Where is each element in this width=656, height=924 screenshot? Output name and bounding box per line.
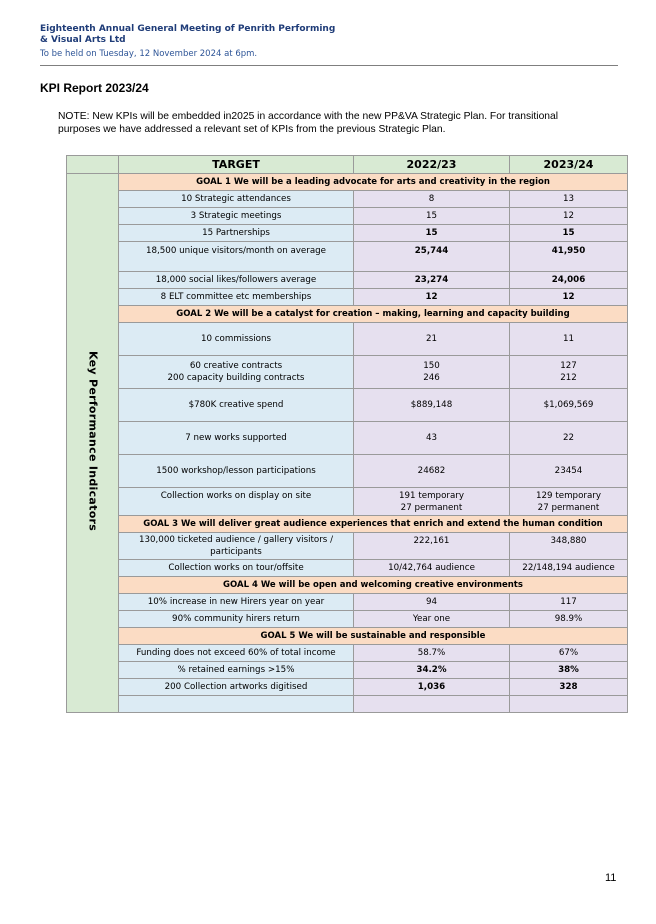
target-cell (119, 356, 354, 389)
value-2023-24: $1,069,569 (510, 389, 628, 422)
value-2022-23 (354, 356, 510, 389)
target-cell: Collection works on display on site (119, 488, 354, 516)
meeting-title: Eighteenth Annual General Meeting of Penrith Performing & Visual Arts Ltd (40, 24, 336, 45)
value-2023-24: 348,880 (510, 533, 628, 560)
target-cell: 130,000 ticketed audience / gallery visitors / participants (119, 533, 354, 560)
target-cell: 10 commissions (119, 323, 354, 356)
column-header-2022-23: 2022/23 (354, 156, 510, 174)
value-2023-24: 41,950 (510, 242, 628, 272)
value-2023-24: 15 (510, 225, 628, 242)
document-header (40, 24, 340, 59)
value-2022-23: 8 (354, 191, 510, 208)
value-2022-23: 23,274 (354, 272, 510, 289)
value-2022-23: 43 (354, 422, 510, 455)
value-2023-24: 24,006 (510, 272, 628, 289)
report-title: KPI Report 2023/24 (40, 81, 149, 95)
value-2023-24: 98.9% (510, 611, 628, 628)
kpi-table (66, 155, 628, 713)
target-cell: Collection works on tour/offsite (119, 560, 354, 577)
header-blank-cell (67, 156, 119, 174)
value-2022-23: 12 (354, 289, 510, 306)
target-cell: 10% increase in new Hirers year on year (119, 594, 354, 611)
column-header-2023-24: 2023/24 (510, 156, 628, 174)
target-cell: Funding does not exceed 60% of total income (119, 645, 354, 662)
target-cell: 15 Partnerships (119, 225, 354, 242)
value-2022-23 (354, 488, 510, 516)
target-cell: 90% community hirers return (119, 611, 354, 628)
goal-4-row: GOAL 4 We will be open and welcoming creative environments (119, 577, 628, 594)
value-2023-24: 22/148,194 audience (510, 560, 628, 577)
value-2023-24 (510, 356, 628, 389)
note-paragraph: NOTE: New KPIs will be embedded in2025 in accordance with the new PP&VA Strategic Plan. For transitional purposes we have addressed a relevant set of KPIs from the previous Strategic Plan. (58, 111, 559, 135)
value-line: 27 permanent (537, 502, 600, 513)
value-2023-24: 13 (510, 191, 628, 208)
value-2022-23: 1,036 (354, 679, 510, 696)
goal-5-row: GOAL 5 We will be sustainable and responsible (119, 628, 628, 645)
value-2022-23: $889,148 (354, 389, 510, 422)
target-cell: $780K creative spend (119, 389, 354, 422)
value-2023-24 (510, 488, 628, 516)
value-2022-23: Year one (354, 611, 510, 628)
target-cell: 1500 workshop/lesson participations (119, 455, 354, 488)
header-divider (40, 65, 618, 66)
value-2022-23: 25,744 (354, 242, 510, 272)
target-cell: 7 new works supported (119, 422, 354, 455)
value-2023-24: 67% (510, 645, 628, 662)
goal-2-row: GOAL 2 We will be a catalyst for creation – making, learning and capacity building (119, 306, 628, 323)
value-2023-24: 12 (510, 289, 628, 306)
value-2023-24: 328 (510, 679, 628, 696)
value-2023-24: 23454 (510, 455, 628, 488)
target-cell: 18,000 social likes/followers average (119, 272, 354, 289)
target-cell: 8 ELT committee etc memberships (119, 289, 354, 306)
target-cell: 18,500 unique visitors/month on average (119, 242, 354, 272)
value-2022-23: 222,161 (354, 533, 510, 560)
target-cell: % retained earnings >15% (119, 662, 354, 679)
target-cell: 10 Strategic attendances (119, 191, 354, 208)
value-2023-24: 12 (510, 208, 628, 225)
value-2022-23: 21 (354, 323, 510, 356)
value-line: 27 permanent (400, 502, 463, 513)
value-line: 129 temporary (536, 490, 601, 501)
meeting-date: To be held on Tuesday, 12 November 2024 at 6pm. (40, 49, 258, 59)
value-2023-24: 11 (510, 323, 628, 356)
value-2022-23: 94 (354, 594, 510, 611)
target-line: 200 capacity building contracts (167, 373, 305, 383)
value-2023-24: 117 (510, 594, 628, 611)
page-number: 11 (605, 872, 617, 884)
value-line: 191 temporary (399, 490, 464, 501)
target-cell: 200 Collection artworks digitised (119, 679, 354, 696)
target-cell: 3 Strategic meetings (119, 208, 354, 225)
value-2023-24: 22 (510, 422, 628, 455)
value-2022-23: 10/42,764 audience (354, 560, 510, 577)
value-2022-23: 34.2% (354, 662, 510, 679)
value-2022-23: 15 (354, 225, 510, 242)
value-line: 127 (560, 361, 577, 371)
value-line: 150 (423, 361, 440, 371)
value-line: 246 (423, 373, 440, 383)
value-2023-24: 38% (510, 662, 628, 679)
empty-target-cell (119, 696, 354, 713)
empty-value-cell (354, 696, 510, 713)
target-line: 60 creative contracts (189, 361, 283, 371)
value-2022-23: 15 (354, 208, 510, 225)
column-header-target: TARGET (119, 156, 354, 174)
side-label: Key Performance Indicators (86, 350, 100, 532)
side-label-cell (67, 174, 119, 713)
goal-1-row: GOAL 1 We will be a leading advocate for arts and creativity in the region (119, 174, 628, 191)
value-2022-23: 24682 (354, 455, 510, 488)
value-line: 212 (560, 373, 577, 383)
goal-3-row: GOAL 3 We will deliver great audience experiences that enrich and extend the human condition (119, 516, 628, 533)
value-2022-23: 58.7% (354, 645, 510, 662)
empty-value-cell (510, 696, 628, 713)
